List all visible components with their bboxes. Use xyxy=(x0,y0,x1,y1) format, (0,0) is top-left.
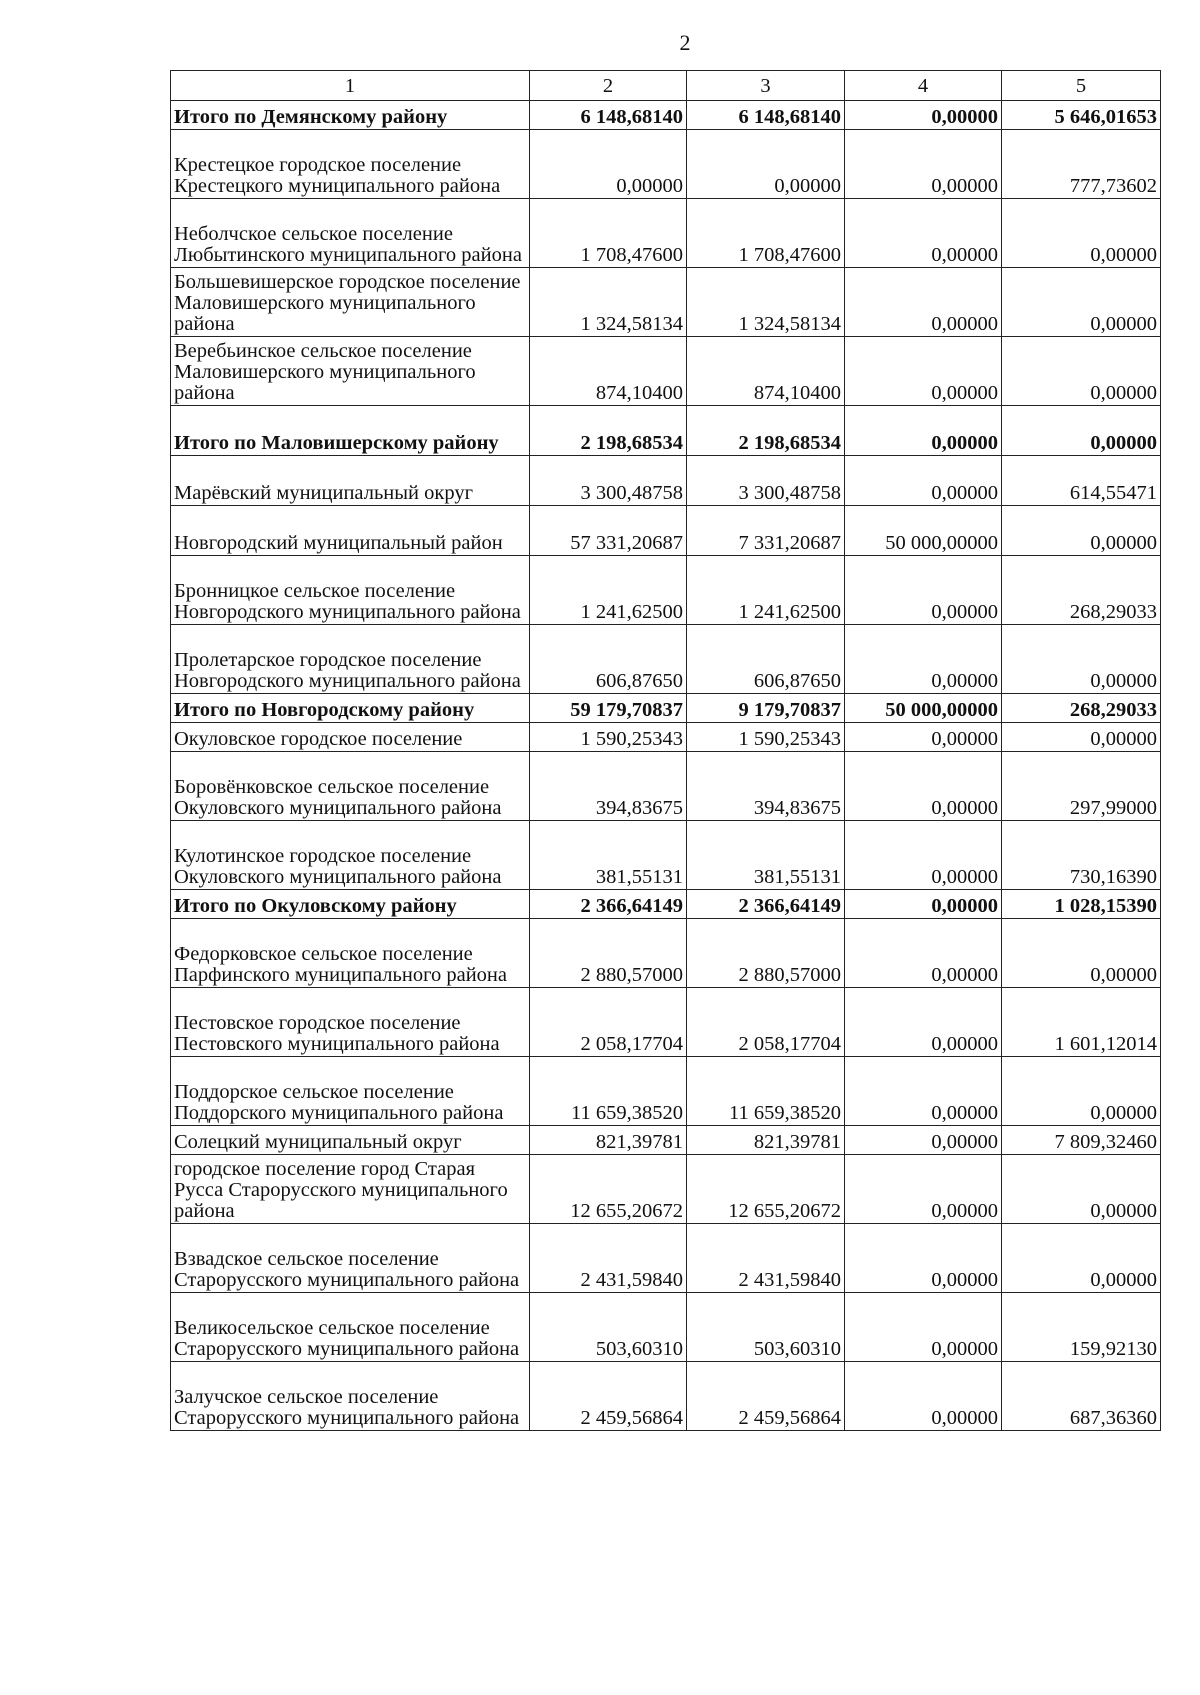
row-name-cell: Итого по Маловишерскому району xyxy=(171,406,530,456)
value-cell-col4: 0,00000 xyxy=(845,752,1002,821)
row-name-cell: Большевишерское городское поселение Маловишерского муниципального района xyxy=(171,268,530,337)
table-row xyxy=(171,988,1161,1057)
value-cell-col2: 2 880,57000 xyxy=(530,919,687,988)
value-cell-col4: 0,00000 xyxy=(845,1224,1002,1293)
value-cell-col2: 2 058,17704 xyxy=(530,988,687,1057)
row-name-cell: Новгородский муниципальный район xyxy=(171,506,530,556)
value-cell-col2: 2 431,59840 xyxy=(530,1224,687,1293)
value-cell-col3: 503,60310 xyxy=(687,1293,845,1362)
value-cell-col3: 12 655,20672 xyxy=(687,1155,845,1224)
table-row-total xyxy=(171,406,1161,456)
value-cell-col3: 874,10400 xyxy=(687,337,845,406)
value-cell-col4: 50 000,00000 xyxy=(845,694,1002,723)
table-row xyxy=(171,199,1161,268)
row-name-cell: Марёвский муниципальный округ xyxy=(171,456,530,506)
column-header: 5 xyxy=(1002,71,1161,101)
value-cell-col4: 0,00000 xyxy=(845,988,1002,1057)
value-cell-col4: 0,00000 xyxy=(845,456,1002,506)
row-name-cell: Итого по Демянскому району xyxy=(171,101,530,130)
value-cell-col5: 0,00000 xyxy=(1002,268,1161,337)
value-cell-col5: 297,99000 xyxy=(1002,752,1161,821)
value-cell-col5: 0,00000 xyxy=(1002,406,1161,456)
row-name-cell: городское поселение город Старая Русса Старорусского муниципального района xyxy=(171,1155,530,1224)
value-cell-col2: 1 241,62500 xyxy=(530,556,687,625)
row-name-cell: Итого по Новгородскому району xyxy=(171,694,530,723)
row-name-cell: Пестовское городское поселение Пестовского муниципального района xyxy=(171,988,530,1057)
value-cell-col2: 394,83675 xyxy=(530,752,687,821)
value-cell-col4: 0,00000 xyxy=(845,199,1002,268)
value-cell-col4: 0,00000 xyxy=(845,1362,1002,1431)
value-cell-col4: 0,00000 xyxy=(845,337,1002,406)
row-name-cell: Неболчское сельское поселение Любытинского муниципального района xyxy=(171,199,530,268)
value-cell-col3: 2 431,59840 xyxy=(687,1224,845,1293)
row-name-cell: Итого по Окуловскому району xyxy=(171,890,530,919)
value-cell-col2: 12 655,20672 xyxy=(530,1155,687,1224)
table-row xyxy=(171,506,1161,556)
value-cell-col3: 394,83675 xyxy=(687,752,845,821)
value-cell-col2: 0,00000 xyxy=(530,130,687,199)
value-cell-col5: 777,73602 xyxy=(1002,130,1161,199)
value-cell-col3: 1 708,47600 xyxy=(687,199,845,268)
value-cell-col5: 0,00000 xyxy=(1002,919,1161,988)
row-name-cell: Взвадское сельское поселение Старорусского муниципального района xyxy=(171,1224,530,1293)
value-cell-col5: 159,92130 xyxy=(1002,1293,1161,1362)
value-cell-col2: 57 331,20687 xyxy=(530,506,687,556)
row-name-cell: Крестецкое городское поселение Крестецкого муниципального района xyxy=(171,130,530,199)
value-cell-col5: 5 646,01653 xyxy=(1002,101,1161,130)
value-cell-col5: 268,29033 xyxy=(1002,694,1161,723)
value-cell-col2: 874,10400 xyxy=(530,337,687,406)
value-cell-col4: 0,00000 xyxy=(845,625,1002,694)
value-cell-col3: 6 148,68140 xyxy=(687,101,845,130)
row-name-cell: Залучское сельское поселение Старорусского муниципального района xyxy=(171,1362,530,1431)
value-cell-col4: 0,00000 xyxy=(845,821,1002,890)
value-cell-col2: 2 198,68534 xyxy=(530,406,687,456)
table-row xyxy=(171,1155,1161,1224)
value-cell-col3: 1 590,25343 xyxy=(687,723,845,752)
value-cell-col5: 1 028,15390 xyxy=(1002,890,1161,919)
table-row xyxy=(171,1362,1161,1431)
table-row xyxy=(171,456,1161,506)
value-cell-col5: 0,00000 xyxy=(1002,1224,1161,1293)
value-cell-col4: 0,00000 xyxy=(845,890,1002,919)
value-cell-col3: 0,00000 xyxy=(687,130,845,199)
value-cell-col3: 2 459,56864 xyxy=(687,1362,845,1431)
table-row xyxy=(171,821,1161,890)
row-name-cell: Солецкий муниципальный округ xyxy=(171,1126,530,1155)
value-cell-col2: 503,60310 xyxy=(530,1293,687,1362)
value-cell-col2: 2 459,56864 xyxy=(530,1362,687,1431)
value-cell-col2: 606,87650 xyxy=(530,625,687,694)
row-name-cell: Боровёнковское сельское поселение Окуловского муниципального района xyxy=(171,752,530,821)
column-header: 1 xyxy=(171,71,530,101)
value-cell-col3: 2 880,57000 xyxy=(687,919,845,988)
value-cell-col3: 381,55131 xyxy=(687,821,845,890)
value-cell-col4: 0,00000 xyxy=(845,130,1002,199)
value-cell-col3: 2 198,68534 xyxy=(687,406,845,456)
value-cell-col5: 1 601,12014 xyxy=(1002,988,1161,1057)
row-name-cell: Поддорское сельское поселение Поддорского муниципального района xyxy=(171,1057,530,1126)
table-row xyxy=(171,1057,1161,1126)
value-cell-col5: 268,29033 xyxy=(1002,556,1161,625)
value-cell-col5: 730,16390 xyxy=(1002,821,1161,890)
table-row xyxy=(171,723,1161,752)
value-cell-col3: 821,39781 xyxy=(687,1126,845,1155)
value-cell-col4: 0,00000 xyxy=(845,1293,1002,1362)
table-row xyxy=(171,1224,1161,1293)
value-cell-col4: 0,00000 xyxy=(845,1155,1002,1224)
table-row xyxy=(171,625,1161,694)
table-header-row xyxy=(171,71,1161,101)
row-name-cell: Федорковское сельское поселение Парфинского муниципального района xyxy=(171,919,530,988)
table-row xyxy=(171,752,1161,821)
table-row xyxy=(171,556,1161,625)
column-header: 4 xyxy=(845,71,1002,101)
table-row xyxy=(171,1293,1161,1362)
row-name-cell: Веребьинское сельское поселение Маловишерского муниципального района xyxy=(171,337,530,406)
table-row-total xyxy=(171,694,1161,723)
value-cell-col2: 1 708,47600 xyxy=(530,199,687,268)
value-cell-col3: 11 659,38520 xyxy=(687,1057,845,1126)
table-row xyxy=(171,130,1161,199)
value-cell-col3: 9 179,70837 xyxy=(687,694,845,723)
value-cell-col5: 0,00000 xyxy=(1002,1155,1161,1224)
value-cell-col5: 614,55471 xyxy=(1002,456,1161,506)
value-cell-col5: 0,00000 xyxy=(1002,199,1161,268)
table-row xyxy=(171,919,1161,988)
value-cell-col2: 59 179,70837 xyxy=(530,694,687,723)
table-body xyxy=(171,101,1161,1431)
page-number: 2 xyxy=(679,30,691,55)
budget-table xyxy=(170,70,1161,1431)
value-cell-col3: 1 241,62500 xyxy=(687,556,845,625)
row-name-cell: Кулотинское городское поселение Окуловского муниципального района xyxy=(171,821,530,890)
value-cell-col4: 0,00000 xyxy=(845,919,1002,988)
value-cell-col2: 821,39781 xyxy=(530,1126,687,1155)
table-row xyxy=(171,268,1161,337)
value-cell-col5: 0,00000 xyxy=(1002,1057,1161,1126)
value-cell-col5: 0,00000 xyxy=(1002,506,1161,556)
value-cell-col4: 0,00000 xyxy=(845,406,1002,456)
value-cell-col4: 0,00000 xyxy=(845,556,1002,625)
table-row xyxy=(171,1126,1161,1155)
value-cell-col5: 0,00000 xyxy=(1002,723,1161,752)
value-cell-col2: 1 324,58134 xyxy=(530,268,687,337)
value-cell-col5: 0,00000 xyxy=(1002,337,1161,406)
value-cell-col3: 2 366,64149 xyxy=(687,890,845,919)
value-cell-col4: 0,00000 xyxy=(845,268,1002,337)
value-cell-col5: 687,36360 xyxy=(1002,1362,1161,1431)
row-name-cell: Великосельское сельское поселение Старорусского муниципального района xyxy=(171,1293,530,1362)
value-cell-col3: 606,87650 xyxy=(687,625,845,694)
row-name-cell: Бронницкое сельское поселение Новгородского муниципального района xyxy=(171,556,530,625)
value-cell-col3: 1 324,58134 xyxy=(687,268,845,337)
column-header: 2 xyxy=(530,71,687,101)
table-row-total xyxy=(171,890,1161,919)
value-cell-col4: 50 000,00000 xyxy=(845,506,1002,556)
row-name-cell: Пролетарское городское поселение Новгородского муниципального района xyxy=(171,625,530,694)
value-cell-col3: 3 300,48758 xyxy=(687,456,845,506)
value-cell-col4: 0,00000 xyxy=(845,101,1002,130)
column-header: 3 xyxy=(687,71,845,101)
value-cell-col5: 0,00000 xyxy=(1002,625,1161,694)
value-cell-col2: 2 366,64149 xyxy=(530,890,687,919)
value-cell-col3: 7 331,20687 xyxy=(687,506,845,556)
table-row-total xyxy=(171,101,1161,130)
value-cell-col3: 2 058,17704 xyxy=(687,988,845,1057)
value-cell-col2: 6 148,68140 xyxy=(530,101,687,130)
value-cell-col4: 0,00000 xyxy=(845,723,1002,752)
value-cell-col2: 11 659,38520 xyxy=(530,1057,687,1126)
value-cell-col4: 0,00000 xyxy=(845,1126,1002,1155)
row-name-cell: Окуловское городское поселение xyxy=(171,723,530,752)
value-cell-col5: 7 809,32460 xyxy=(1002,1126,1161,1155)
table-row xyxy=(171,337,1161,406)
value-cell-col2: 381,55131 xyxy=(530,821,687,890)
value-cell-col2: 1 590,25343 xyxy=(530,723,687,752)
value-cell-col4: 0,00000 xyxy=(845,1057,1002,1126)
value-cell-col2: 3 300,48758 xyxy=(530,456,687,506)
